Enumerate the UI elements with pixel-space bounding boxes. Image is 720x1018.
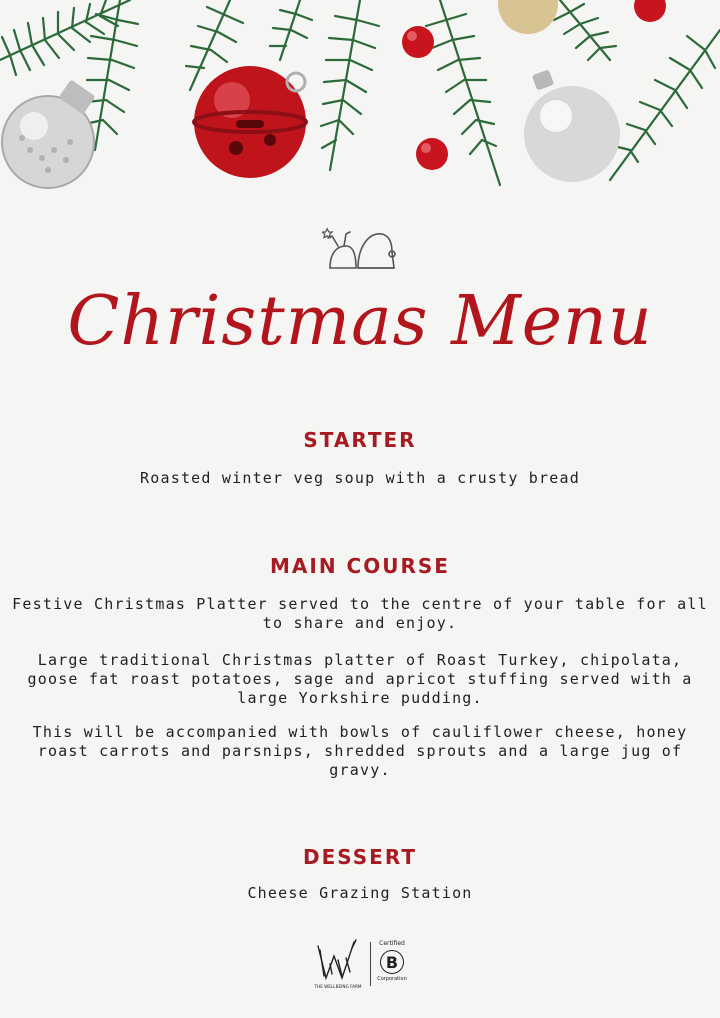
dessert-text: Cheese Grazing Station — [247, 884, 473, 902]
logo-divider — [370, 942, 371, 986]
b-corp-certified-label: Certified — [379, 940, 405, 947]
main-course-paragraph-3: This will be accompanied with bowls of cauliflower cheese, honey roast carrots and parsnips, shredded sprouts and a large jug of gravy. — [32, 723, 688, 779]
footer-logos — [310, 938, 410, 998]
pine-branches-and-baubles-icon — [0, 0, 720, 200]
main-course-paragraph-1: Festive Christmas Platter served to the centre of your table for all to share and enjoy. — [12, 595, 708, 632]
b-corp-icon: B — [380, 950, 404, 974]
b-corp-logo — [374, 940, 410, 990]
starter-heading: STARTER — [303, 428, 417, 452]
dessert-heading: DESSERT — [303, 845, 417, 869]
b-corp-corporation-label: Corporation — [377, 976, 407, 982]
main-course-heading: MAIN COURSE — [270, 554, 450, 578]
menu-title: Christmas Menu — [67, 282, 653, 361]
wellbeing-farm-logo-icon — [310, 938, 366, 990]
starter-text: Roasted winter veg soup with a crusty bread — [140, 469, 580, 487]
farm-name: THE WELLBEING FARM — [314, 984, 362, 989]
main-course-paragraph-2: Large traditional Christmas platter of Roast Turkey, chipolata, goose fat roast potatoes, sage and apricot stuffing served with a large Yorkshire pudding. — [27, 651, 693, 707]
